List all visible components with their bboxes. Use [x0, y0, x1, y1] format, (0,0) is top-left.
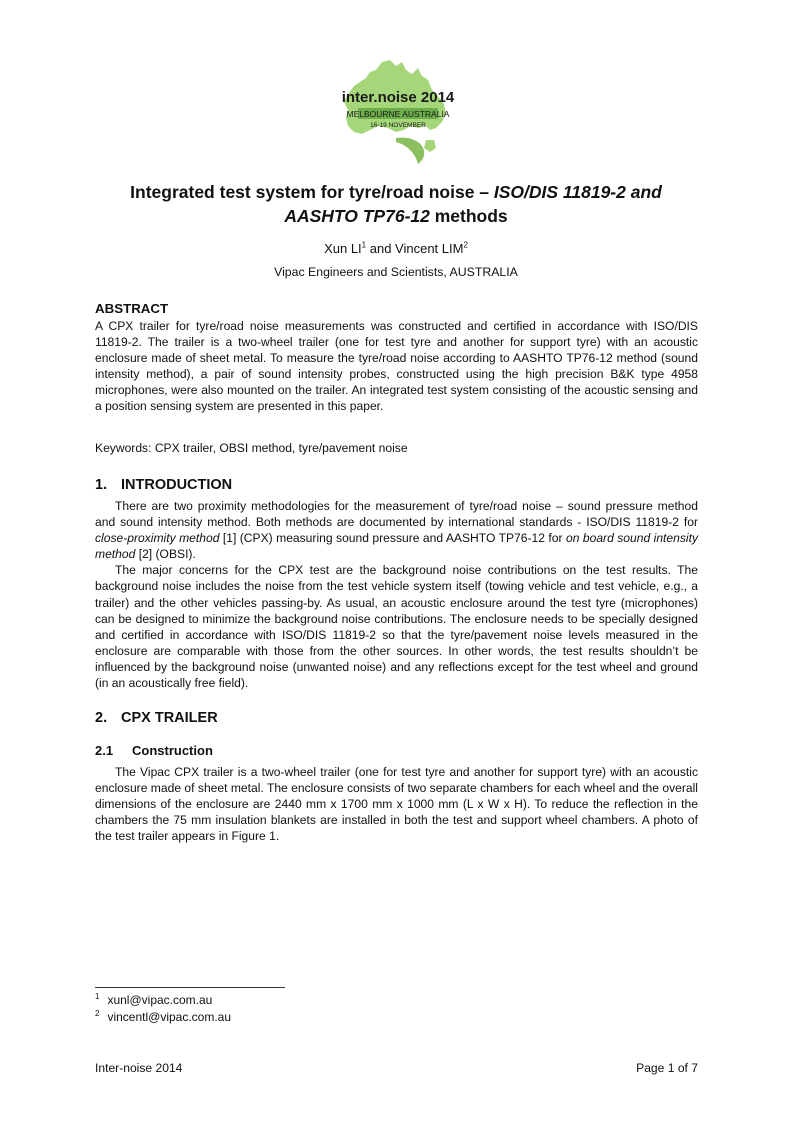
section-2-number: 2.	[95, 710, 108, 726]
footnote-2	[95, 1010, 231, 1024]
intro-p1-italic-2: on board sound intensity method	[95, 531, 699, 562]
title-italic-1: ISO/DIS 11819-2 and	[493, 182, 662, 202]
boomerang-shape	[396, 138, 424, 164]
title-text-2: methods	[429, 206, 508, 226]
footnote-divider	[95, 987, 285, 988]
section-1-number: 1.	[95, 477, 108, 493]
author-line	[96, 241, 696, 256]
intro-p1-italic-1: close-proximity method	[95, 531, 220, 546]
intro-paragraph-1	[95, 498, 698, 562]
intro-paragraph-2: The major concerns for the CPX test are the background noise contributions on the test results. The background noise includes the noise from the test vehicle system itself (towing vehicle and test vehicle, e.g., a trailer) and the other vehicles passing-by. As usual, an acoustic enclosure around the test tyre (microphones) can be designed to minimize the background noise contributions. The enclosure needs to be specially designed and certified in accordance with ISO/DIS 11819-2 so that the tyre/pavement noise levels measured in the enclosure are comparable with those from the other sources. In other words, the test results shouldn’t be influenced by the background noise (unwanted noise) and any reflections except for the test wheel and ground (in an acoustically free field).	[95, 563, 698, 691]
section-1-body	[95, 498, 698, 691]
title-italic-2: AASHTO TP76-12	[284, 206, 430, 226]
intro-p1-c: [2] (OBSI).	[135, 547, 196, 562]
conference-logo	[318, 56, 478, 174]
australia-map-logo	[318, 56, 478, 174]
abstract-text: A CPX trailer for tyre/road noise measurements was constructed and certified in accordance with ISO/DIS 11819-2. The trailer is a two-wheel trailer (one for test tyre and another for support tyre) with an acoustic enclosure made of sheet metal. To measure the tyre/road noise according to AASHTO TP76-12 method (sound intensity method), a pair of sound intensity probes, constructed using the high precision B&K type 4958 microphones, were also mounted on the trailer. An integrated test system consisting of the acoustic sensing and a position sensing system are presented in this paper.	[95, 319, 698, 414]
subsection-2-1-number: 2.1	[95, 743, 114, 758]
footnote-1	[95, 993, 212, 1007]
intro-p1-a: There are two proximity methodologies for the measurement of tyre/road noise – sound pressure method and sound intensity method. Both methods are documented by international standards - ISO/DIS 11819-2 for	[95, 499, 698, 530]
author-separator: and	[366, 241, 396, 256]
construction-paragraph: The Vipac CPX trailer is a two-wheel trailer (one for test tyre and another for support tyre) with an acoustic enclosure made of sheet metal. The enclosure consists of two separate chambers for each wheel and the overall dimensions of the enclosure are 2440 mm x 1700 mm x 1000 mm (L x W x H). To reduce the reflection in the chambers the 75 mm insulation blankets are installed in both the test and support wheel chambers. A photo of the test trailer appears in Figure 1.	[95, 765, 698, 844]
footnote-2-email: vincentl@vipac.com.au	[107, 1010, 232, 1024]
section-2-title: CPX TRAILER	[121, 710, 218, 726]
section-1-heading	[95, 477, 232, 493]
logo-dates-text: 16-19 NOVEMBER	[370, 122, 426, 129]
section-1-title: INTRODUCTION	[121, 477, 233, 493]
abstract-body	[95, 318, 698, 415]
title-text-1: Integrated test system for tyre/road noise –	[130, 182, 494, 202]
keywords: Keywords: CPX trailer, OBSI method, tyre/pavement noise	[95, 441, 408, 455]
author-1-mark: 1	[361, 240, 367, 250]
author-2: Vincent LIM	[395, 241, 464, 256]
tasmania-shape	[424, 140, 436, 152]
subsection-2-1-heading	[95, 743, 213, 758]
logo-name-text: inter.noise 2014	[341, 89, 455, 106]
footnote-2-mark: 2	[95, 1009, 100, 1018]
author-1: Xun LI	[324, 241, 362, 256]
author-2-mark: 2	[463, 240, 468, 250]
abstract-heading: ABSTRACT	[95, 301, 169, 316]
subsection-2-1-body	[95, 764, 698, 844]
intro-p1-b: [1] (CPX) measuring sound pressure and AASHTO TP76-12 for	[219, 531, 566, 546]
paper-title	[96, 180, 696, 228]
logo-location-text: MELBOURNE AUSTRALIA	[346, 109, 450, 119]
footnote-1-email: xunl@vipac.com.au	[107, 993, 213, 1007]
footer-page-number: Page 1 of 7	[636, 1061, 698, 1075]
footnote-1-mark: 1	[95, 992, 100, 1001]
footer-conference: Inter-noise 2014	[95, 1061, 183, 1075]
affiliation: Vipac Engineers and Scientists, AUSTRALIA	[274, 265, 518, 279]
subsection-2-1-title: Construction	[132, 743, 213, 758]
section-2-heading	[95, 710, 218, 726]
